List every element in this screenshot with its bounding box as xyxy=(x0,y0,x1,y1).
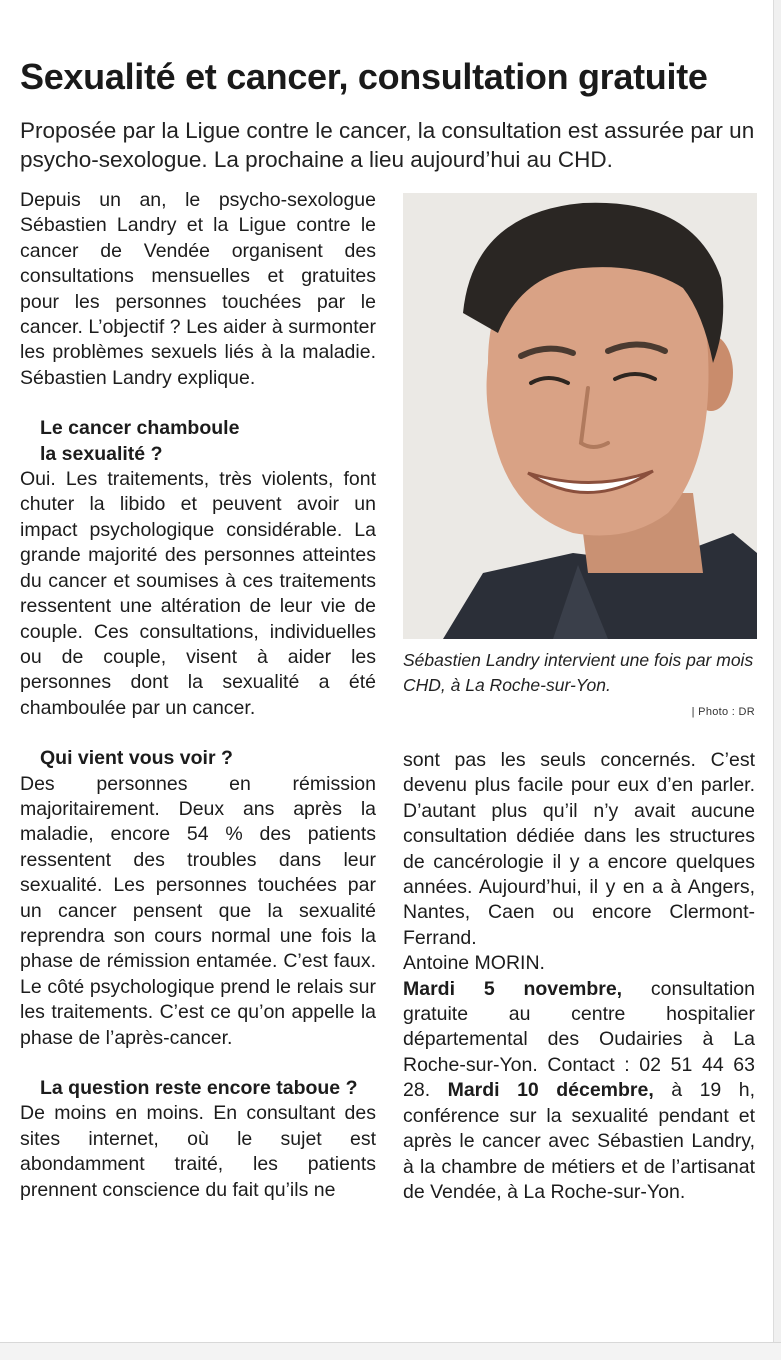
answer-2: Des personnes en rémission majoritairement. Deux ans après la maladie, encore 54 % des patients ressentent des troubles dans leur sexualité. Les personnes touchées par un cancer pensent que la sexualité reprendra son cours normal une fois la phase de rémission entamée. C’est faux. Le côté psychologique prend le relais sur les traitements. C’est ce qu’on appelle la phase de l’après-cancer. xyxy=(20,772,376,1049)
question-1: Le cancer chamboule la sexualité ? xyxy=(40,417,240,465)
intro-paragraph: Depuis un an, le psycho-sexologue Sébastien Landry et la Ligue contre le cancer de Vendée organisent des consultations mensuelles et gratuites pour les personnes touchées par le cancer. L’objectif ? Les aider à surmonter les problèmes sexuels liés à la maladie. Sébastien Landry explique. xyxy=(20,189,376,389)
question-2: Qui vient vous voir ? xyxy=(40,747,233,770)
event-info xyxy=(403,977,755,1206)
portrait-illustration xyxy=(403,193,757,639)
event-1-date: Mardi 5 novembre, xyxy=(403,977,623,1000)
answer-3-end: sont pas les seuls concernés. C’est devenu plus facile pour eux d’en parler. D’autant plus qu’il n’y avait aucune consultation dédiée dans les structures de cancérologie il y a encore quelques années. Aujourd’hui, il y en a à Angers, Nantes, Caen ou encore Clermont-Ferrand. xyxy=(403,749,755,949)
event-2-date: Mardi 10 décembre, xyxy=(447,1079,654,1102)
photo-caption: Sébastien Landry intervient une fois par mois CHD, à La Roche-sur-Yon. xyxy=(403,650,754,695)
question-3: La question reste encore taboue ? xyxy=(40,1077,358,1099)
bottom-bar xyxy=(0,1342,781,1360)
headline: Sexualité et cancer, consultation gratuite xyxy=(20,56,708,97)
answer-3-start: De moins en moins. En consultant des sites internet, où le sujet est abondamment traité, les patients prennent conscience du fait qu’ils ne xyxy=(20,1102,376,1201)
deck: Proposée par la Ligue contre le cancer, la consultation est assurée par un psycho-sexologue. La prochaine a lieu aujourd’hui au CHD. xyxy=(20,118,755,172)
portrait-photo xyxy=(403,193,757,639)
event-1-text: consultation gratuite au centre hospitalier départemental des Oudairies à La Roche-sur-Yon. Contact : 02 51 44 63 28. xyxy=(403,977,755,1102)
column-right xyxy=(403,748,755,1205)
column-left xyxy=(20,188,376,1203)
event-2-text: à 19 h, conférence sur la sexualité pendant et après le cancer avec Sébastien Landry, à la chambre de métiers et de l’artisanat de Vendée, à La Roche-sur-Yon. xyxy=(403,1079,755,1203)
author-signature: Antoine MORIN. xyxy=(403,952,545,975)
page-edge xyxy=(773,0,781,1360)
answer-1: Oui. Les traitements, très violents, font chuter la libido et peuvent avoir un impact psychologique considérable. La grande majorité des personnes atteintes du cancer et soumises à ces traitements ressentent une altération de leur vie de couple. Ces consultations, individuelles ou de couple, visent à aider les personnes dont la sexualité a été chamboulée par un cancer. xyxy=(20,468,376,719)
photo-credit: | Photo : DR xyxy=(691,706,755,718)
